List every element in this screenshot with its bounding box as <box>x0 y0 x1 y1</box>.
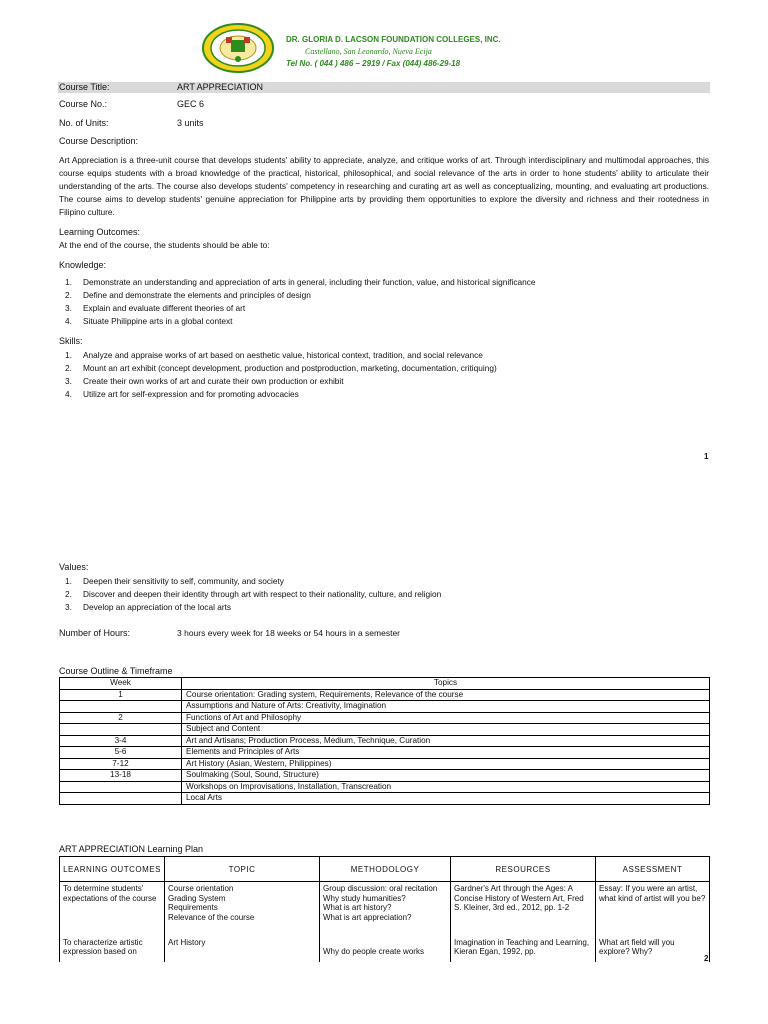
outline-title: Course Outline & Timeframe <box>59 666 173 676</box>
table-row: 7-12 Art History (Asian, Western, Philippines) <box>60 758 710 770</box>
table-row: 1 Course orientation: Grading system, Requirements, Relevance of the course <box>60 689 710 701</box>
hours-label: Number of Hours: <box>59 628 131 638</box>
column-header-resources: RESOURCES <box>451 857 596 882</box>
table-row: Assumptions and Nature of Arts: Creativity, Imagination <box>60 701 710 713</box>
table-row: 2 Functions of Art and Philosophy <box>60 712 710 724</box>
list-item: 3. Explain and evaluate different theories of art <box>65 303 246 313</box>
table-row: To characterize artistic expression based on Art History Why do people create works Imagination in Teaching and Learning, Kieran Egan, 1992, pp. What art field will you explore? Why? <box>60 936 710 962</box>
column-header-methodology: METHODOLOGY <box>320 857 451 882</box>
page-number: 2 <box>704 954 709 963</box>
course-description: Art Appreciation is a three-unit course that develops students' ability to appreciate, analyze, and critique works of art. Through interdisciplinary and multimodal approaches, this course equips students with a broad knowledge of the practical, historical, philosophical, and social relevance of the arts in order to hone students' ability to articulate their understanding of the arts. The course also develops students' competency in researching and curating art as well as conceptualizing, mounting, and evaluating art productions. The course aims to develop students' genuine appreciation for Philippine arts by providing them opportunities to explore the diversity and richness and their rootedness in Filipino culture. <box>59 155 709 217</box>
knowledge-label: Knowledge: <box>59 260 107 270</box>
list-item: 1. Deepen their sensitivity to self, community, and society <box>65 576 284 586</box>
column-header-topic: TOPIC <box>165 857 320 882</box>
list-item: 2. Mount an art exhibit (concept development, production and postproduction, marketing, documentation, critiquing) <box>65 363 497 373</box>
knowledge-list <box>59 276 535 328</box>
school-name: DR. GLORIA D. LACSON FOUNDATION COLLEGES, INC. <box>286 35 501 44</box>
column-header-outcomes: LEARNING OUTCOMES <box>60 857 165 882</box>
learning-outcomes-intro: At the end of the course, the students should be able to: <box>59 240 270 250</box>
units-value: 3 units <box>177 118 204 128</box>
list-item: 4. Situate Philippine arts in a global context <box>65 316 233 326</box>
table-header-row <box>60 857 710 882</box>
table-header-row <box>60 678 710 690</box>
table-row: Workshops on Improvisations, Installation, Transcreation <box>60 781 710 793</box>
description-label: Course Description: <box>59 136 139 146</box>
skills-label: Skills: <box>59 336 83 346</box>
course-outline-table <box>59 677 710 805</box>
table-row: To determine students' expectations of the course Course orientation Grading System Requirements Relevance of the course Group discussion: oral recitation Why study humanities? What is art history? What is art appreciation? Gardner's Art through the Ages: A Concise History of Western Art, Fred S. Kleiner, 3rd ed., 2012, pp. 1-2 Essay: If you were an artist, what kind of artist will you be? <box>60 882 710 936</box>
course-title: ART APPRECIATION <box>177 82 264 92</box>
values-label: Values: <box>59 562 89 572</box>
list-item: 3. Create their own works of art and curate their own production or exhibit <box>65 376 344 386</box>
course-no: GEC 6 <box>177 99 205 109</box>
school-logo <box>202 23 274 73</box>
skills-list <box>59 349 497 401</box>
values-list <box>59 575 441 614</box>
school-address: Castellano, San Leonardo, Nueva Ecija <box>305 47 432 56</box>
learning-plan-title: ART APPRECIATION Learning Plan <box>59 844 204 854</box>
list-item: 1. Analyze and appraise works of art based on aesthetic value, historical context, tradition, and social relevance <box>65 350 483 360</box>
column-header-week: Week <box>60 678 182 690</box>
page-number: 1 <box>704 452 709 461</box>
course-title-label: Course Title: <box>59 82 110 92</box>
table-row: 5-6 Elements and Principles of Arts <box>60 747 710 759</box>
list-item: 2. Define and demonstrate the elements and principles of design <box>65 290 311 300</box>
school-telephone: Tel No. ( 044 ) 486 – 2919 / Fax (044) 486-29-18 <box>286 59 461 68</box>
table-row: 13-18 Soulmaking (Soul, Sound, Structure) <box>60 770 710 782</box>
column-header-assessment: ASSESSMENT <box>596 857 710 882</box>
learning-outcomes-label: Learning Outcomes: <box>59 227 141 237</box>
table-row: 3-4 Art and Artisans; Production Process, Medium, Technique, Curation <box>60 735 710 747</box>
list-item: 4. Utilize art for self-expression and for promoting advocacies <box>65 389 299 399</box>
course-no-label: Course No.: <box>59 99 108 109</box>
column-header-topics: Topics <box>182 678 710 690</box>
hours-value: 3 hours every week for 18 weeks or 54 hours in a semester <box>177 628 400 638</box>
course-title-bar <box>58 82 710 93</box>
units-label: No. of Units: <box>59 118 109 128</box>
table-row: Subject and Content <box>60 724 710 736</box>
list-item: 1. Demonstrate an understanding and appreciation of arts in general, including their function, value, and historical significance <box>65 277 536 287</box>
table-row: Local Arts <box>60 793 710 805</box>
list-item: 2. Discover and deepen their identity through art with respect to their nationality, culture, and religion <box>65 589 442 599</box>
learning-plan-table <box>59 856 710 962</box>
list-item: 3. Develop an appreciation of the local arts <box>65 602 232 612</box>
